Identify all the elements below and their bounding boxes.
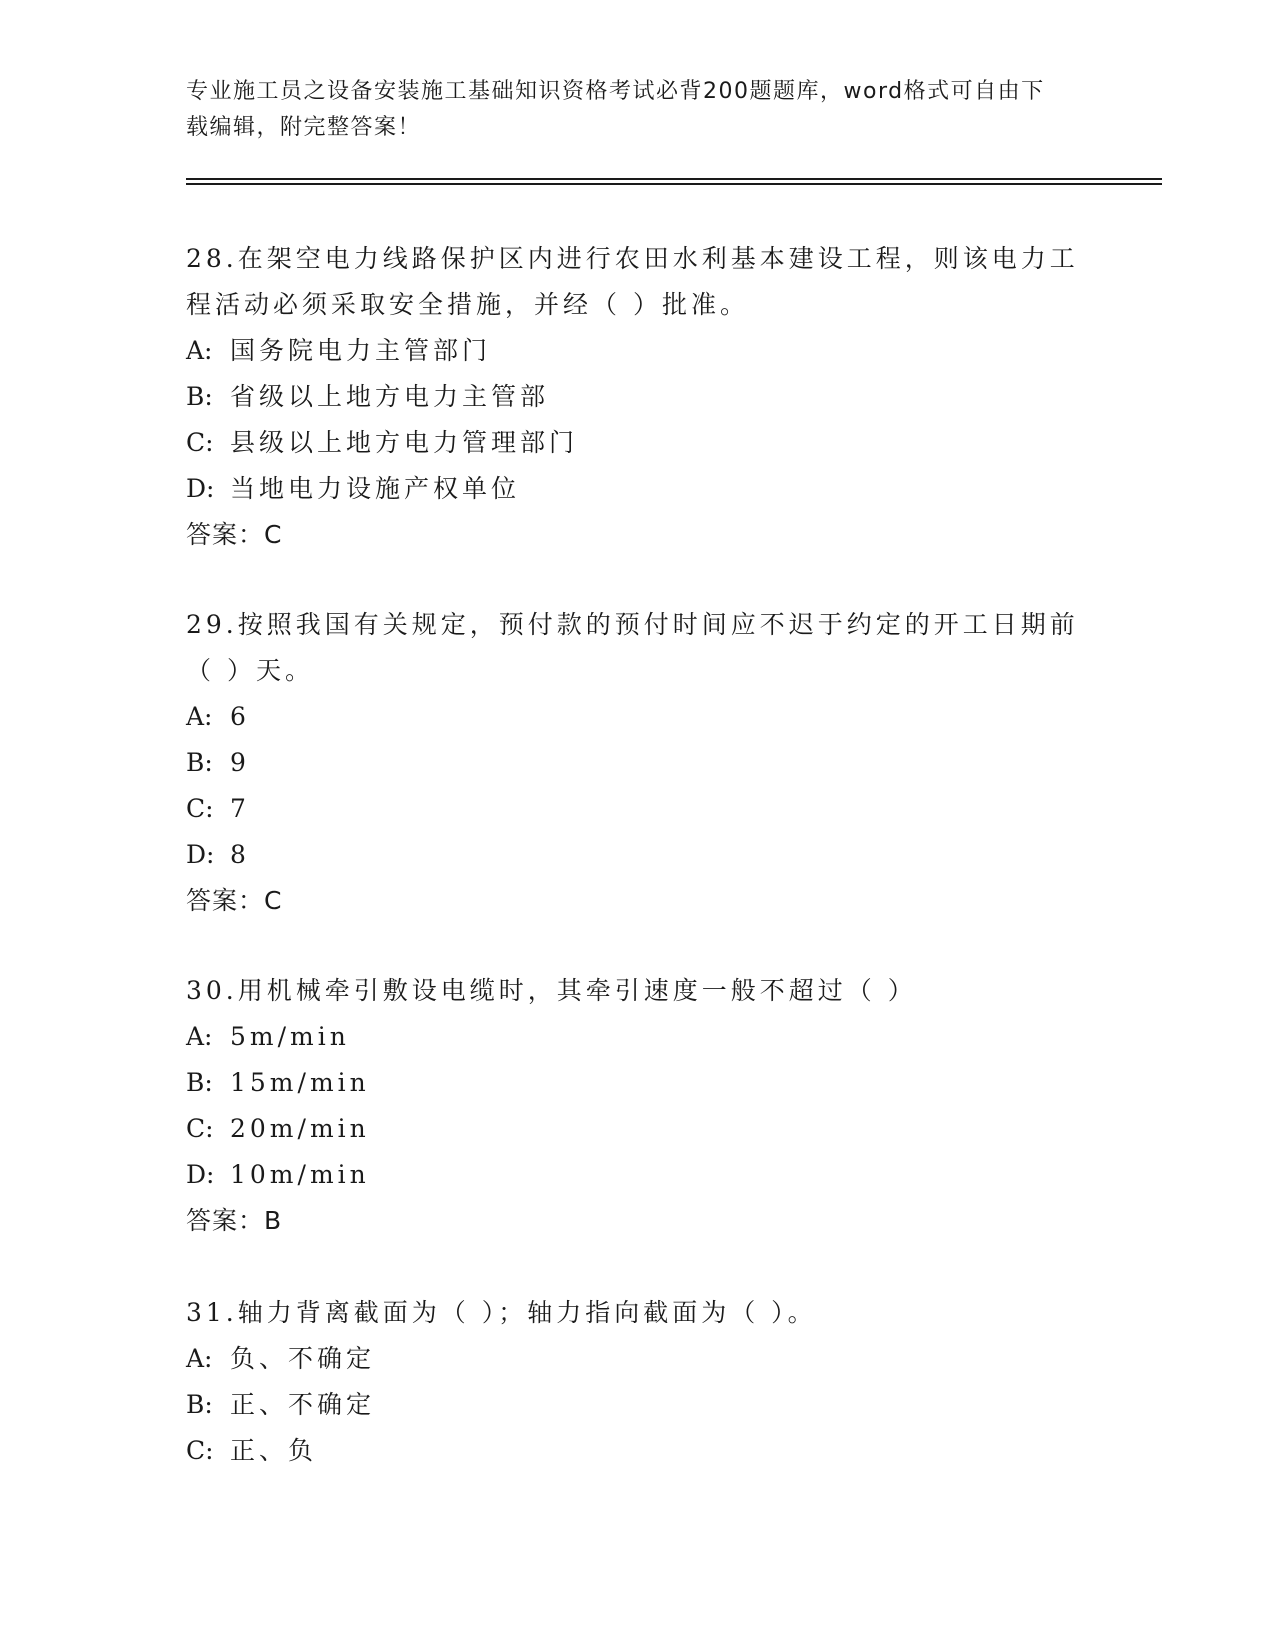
option-d [186,832,1086,878]
question-30 [186,968,1086,1244]
option-a [186,1336,1086,1382]
question-stem: 31.轴力背离截面为（ ）；轴力指向截面为（ ）。 [186,1298,817,1327]
option-key: B: [186,1390,213,1419]
answer-line: 答案：C [186,886,283,915]
option-key: C: [186,794,214,823]
option-key: B: [186,382,213,411]
option-key: C: [186,1436,214,1465]
option-b [186,740,1086,786]
option-text: 负、不确定 [230,1344,376,1373]
option-text: 正、负 [230,1436,318,1465]
option-key: C: [186,428,214,457]
option-c [186,1428,1086,1474]
option-text: 正、不确定 [230,1390,376,1419]
option-key: A: [186,336,213,365]
answer-line: 答案：C [186,520,283,549]
option-text: 7 [230,794,250,823]
option-key: A: [186,1344,213,1373]
question-stem: 30.用机械牵引敷设电缆时，其牵引速度一般不超过（ ） [186,976,917,1005]
question-28 [186,236,1086,558]
option-a [186,328,1086,374]
option-b [186,1060,1086,1106]
question-stem: 29.按照我国有关规定，预付款的预付时间应不迟于约定的开工日期前（ ）天。 [186,610,1079,685]
option-key: A: [186,702,213,731]
question-stem: 28.在架空电力线路保护区内进行农田水利基本建设工程，则该电力工程活动必须采取安全措施，并经（ ）批准。 [186,244,1079,319]
document-title: 专业施工员之设备安装施工基础知识资格考试必背200题题库，word格式可自由下载编辑，附完整答案！ [186,79,1045,140]
question-29 [186,602,1086,924]
option-key: A: [186,1022,213,1051]
header-divider-top [186,178,1162,180]
option-a [186,694,1086,740]
option-d [186,466,1086,512]
option-b [186,374,1086,420]
document-header [186,74,1066,146]
option-key: B: [186,748,213,777]
option-b [186,1382,1086,1428]
option-key: D: [186,840,215,869]
option-text: 10m/min [230,1160,370,1189]
option-text: 5m/min [230,1022,350,1051]
option-text: 国务院电力主管部门 [230,336,492,365]
option-text: 20m/min [230,1114,370,1143]
option-key: D: [186,1160,215,1189]
option-key: C: [186,1114,214,1143]
option-c [186,1106,1086,1152]
option-text: 9 [230,748,250,777]
option-key: D: [186,474,215,503]
option-text: 8 [230,840,250,869]
option-text: 县级以上地方电力管理部门 [230,428,579,457]
option-text: 省级以上地方电力主管部 [230,382,550,411]
option-d [186,1152,1086,1198]
option-c [186,786,1086,832]
option-text: 6 [230,702,250,731]
option-text: 当地电力设施产权单位 [230,474,521,503]
option-c [186,420,1086,466]
header-divider-bottom [186,183,1162,185]
answer-line: 答案：B [186,1206,283,1235]
option-a [186,1014,1086,1060]
option-text: 15m/min [230,1068,370,1097]
question-31 [186,1290,1086,1474]
option-key: B: [186,1068,213,1097]
